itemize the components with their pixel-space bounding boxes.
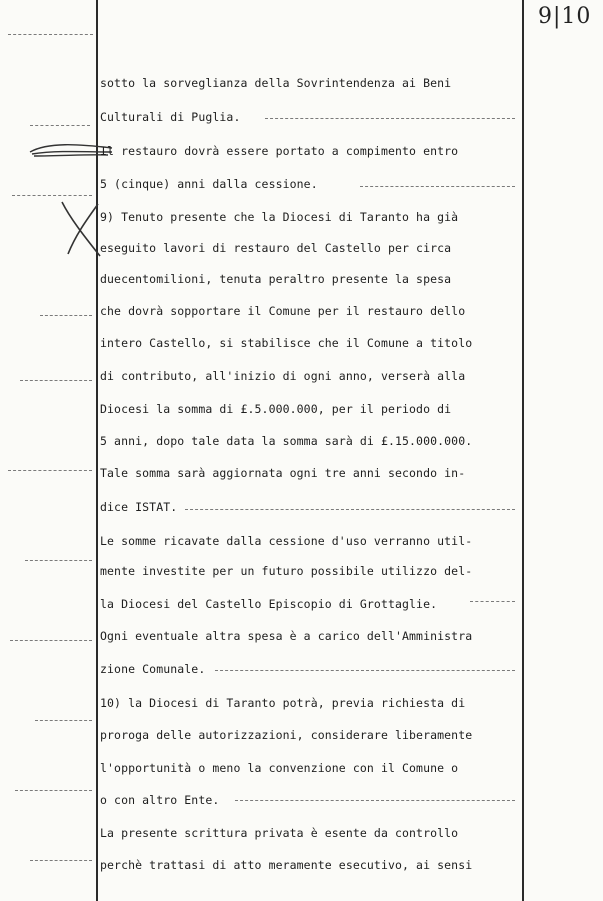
- text-line-25: perchè trattasi di atto meramente esecutivo, ai sensi: [100, 858, 473, 872]
- text-line-9: intero Castello, si stabilisce che il Comune a titolo: [100, 336, 473, 350]
- margin-dash: [20, 380, 92, 381]
- margin-dash: [10, 640, 92, 641]
- text-line-20: 10) la Diocesi di Taranto potrà, previa richiesta di: [100, 696, 466, 710]
- text-line-21: proroga delle autorizzazioni, considerare liberamente: [100, 728, 473, 742]
- text-line-4: 5 (cinque) anni dalla cessione.: [100, 177, 318, 191]
- page-number: 9|10: [538, 4, 592, 29]
- margin-dash: [35, 720, 92, 721]
- text-line-22: l'opportunità o meno la convenzione con il Comune o: [100, 761, 459, 775]
- margin-dash: [30, 860, 92, 861]
- margin-cross-icon: [58, 198, 104, 260]
- text-line-10: di contributo, all'inizio di ogni anno, verserà alla: [100, 369, 466, 383]
- margin-dash: [8, 470, 92, 471]
- text-line-14: dice ISTAT.: [100, 500, 178, 514]
- text-line-6: eseguito lavori di restauro del Castello per circa: [100, 241, 452, 255]
- text-line-24: La presente scrittura privata è esente da controllo: [100, 826, 459, 840]
- margin-dash: [25, 560, 92, 561]
- text-line-15: Le somme ricavate dalla cessione d'uso verranno util-: [100, 534, 473, 548]
- text-line-3: Il restauro dovrà essere portato a compimento entro: [100, 144, 459, 158]
- text-line-12: 5 anni, dopo tale data la somma sarà di £.15.000.000.: [100, 434, 473, 448]
- margin-dash: [12, 195, 92, 196]
- text-line-2: Culturali di Puglia.: [100, 110, 241, 124]
- text-line-7: duecentomilioni, tenuta peraltro presente la spesa: [100, 272, 452, 286]
- text-line-11: Diocesi la somma di £.5.000.000, per il periodo di: [100, 402, 452, 416]
- text-line-1: sotto la sorveglianza della Sovrintendenza ai Beni: [100, 76, 452, 90]
- text-line-19: zione Comunale.: [100, 662, 206, 676]
- text-line-8: che dovrà sopportare il Comune per il restauro dello: [100, 304, 466, 318]
- text-line-18: Ogni eventuale altra spesa è a carico dell'Amministra: [100, 629, 473, 643]
- margin-dash: [40, 315, 92, 316]
- right-margin-rule: [522, 0, 524, 901]
- text-line-16: mente investite per un futuro possibile utilizzo del-: [100, 564, 473, 578]
- text-line-23: o con altro Ente.: [100, 793, 220, 807]
- text-line-5: 9) Tenuto presente che la Diocesi di Taranto ha già: [100, 210, 459, 224]
- text-line-13: Tale somma sarà aggiornata ogni tre anni secondo in-: [100, 466, 466, 480]
- margin-dash: [15, 790, 92, 791]
- left-margin-rule: [96, 0, 98, 901]
- margin-dash: [30, 125, 90, 126]
- text-line-17: la Diocesi del Castello Episcopio di Grottaglie.: [100, 597, 438, 611]
- margin-dash: [8, 34, 93, 35]
